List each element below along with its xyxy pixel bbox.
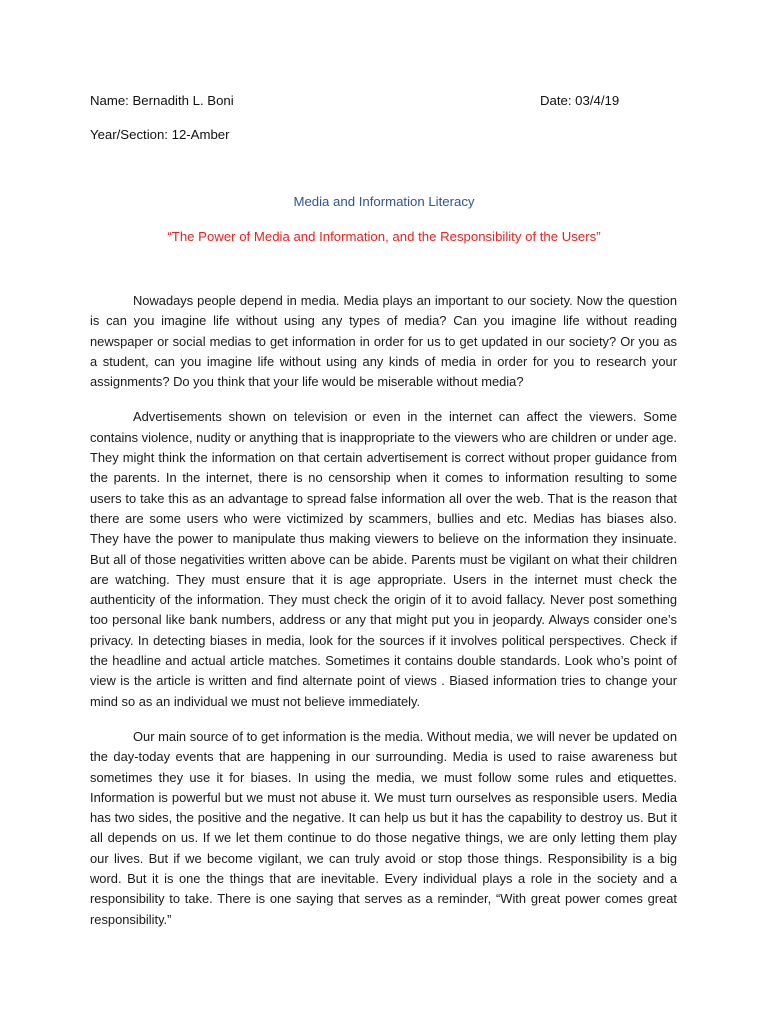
paragraph-2: Advertisements shown on television or even in the internet can affect the viewers. Some contains violence, nudity or anything that is inappropriate to the viewers who are children or under age. They might think the information on that certain advertisement is correct without proper guidance from the parents. In the internet, there is no censorship when it comes to information resulting to some users to take this as an advantage to spread false information all over the web. That is the reason that there are some users who were victimized by scammers, bullies and etc. Medias has biases also. They have the power to manipulate thus making viewers to believe on the information they insinuate. But all of those negativities written above can be abide. Parents must be vigilant on what their children are watching. They must ensure that it is age appropriate. Users in the internet must check the authenticity of the information. They must check the origin of it to avoid fallacy. Never post something too personal like bank numbers, address or any that might put you in jeopardy. Always consider one’s privacy. In detecting biases in media, look for the sources if it involves political perspectives. Check if the headline and actual article matches. Sometimes it contains double standards. Look who’s point of view is the article is written and find alternate point of views . Biased information tries to change your mind so as an individual we must not believe immediately. <box>90 409 677 709</box>
document-title: Media and Information Literacy <box>293 194 475 209</box>
document-subtitle: “The Power of Media and Information, and the Responsibility of the Users” <box>167 229 601 244</box>
paragraph-1: Nowadays people depend in media. Media plays an important to our society. Now the question is can you imagine life without using any types of media? Can you imagine life without reading newspaper or social medias to get information in order for us to get updated in our society? Or you as a student, can you imagine life without using any kinds of media in order for you to research your assignments? Do you think that your life would be miserable without media? <box>90 293 677 390</box>
essay-body <box>90 291 677 945</box>
student-name: Name: Bernadith L. Boni <box>90 93 234 108</box>
paragraph-3: Our main source of to get information is the media. Without media, we will never be updated on the day-today events that are happening in our surrounding. Media is used to raise awareness but sometimes they use it for biases. In using the media, we must follow some rules and etiquettes. Information is powerful but we must not abuse it. We must turn ourselves as responsible users. Media has two sides, the positive and the negative. It can help us but it has the capability to destroy us. But it all depends on us. If we let them continue to do those negative things, we are only letting them play our lives. But if we become vigilant, we can truly avoid or stop those things. Responsibility is a big word. But it is one the things that are inevitable. Every individual plays a role in the society and a responsibility to take. There is one saying that serves as a reminder, “With great power comes great responsibility.” <box>90 728 677 927</box>
header-name-row <box>90 92 690 110</box>
submission-date: Date: 03/4/19 <box>540 93 620 108</box>
year-section: Year/Section: 12-Amber <box>90 127 230 142</box>
